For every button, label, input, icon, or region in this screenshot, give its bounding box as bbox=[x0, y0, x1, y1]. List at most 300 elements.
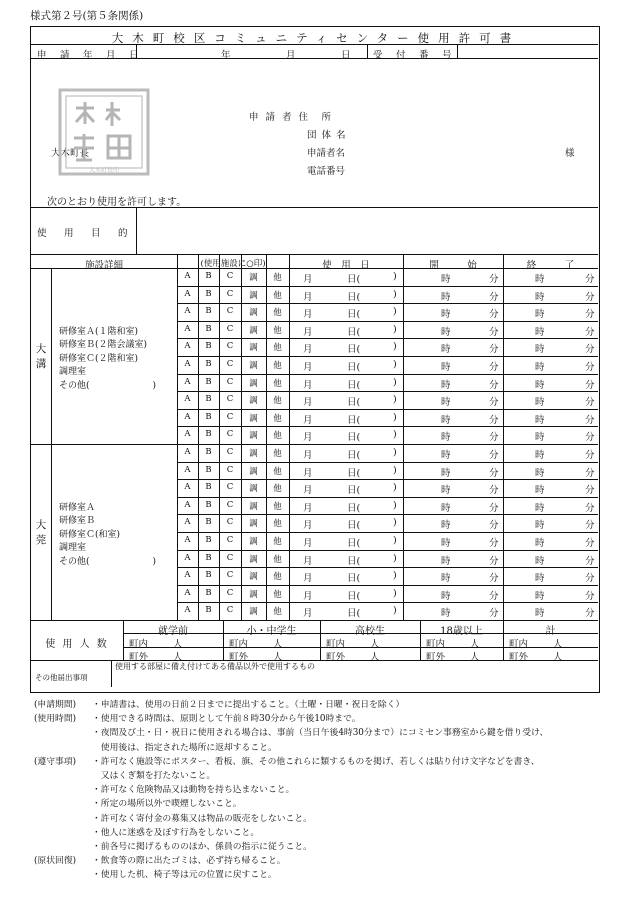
use-date-header: 使 用 日 bbox=[322, 260, 370, 271]
form-label: 様式第２号(第５条関係) bbox=[30, 10, 144, 22]
start-hour: 時 bbox=[441, 362, 451, 373]
start-hour: 時 bbox=[441, 309, 451, 321]
choice-4: 調 bbox=[249, 572, 258, 583]
in-town-unit: 人 bbox=[553, 639, 563, 650]
out-town-label: 町外 bbox=[509, 652, 529, 663]
room-list bbox=[59, 502, 156, 569]
in-town-label: 町内 bbox=[229, 639, 249, 650]
date-day: 日( bbox=[347, 573, 361, 585]
date-close: ) bbox=[393, 394, 397, 406]
user-category: 就学前 bbox=[158, 626, 188, 637]
choice-2: B bbox=[205, 570, 212, 581]
choice-4: 調 bbox=[249, 325, 258, 336]
facility-detail-header: 施設詳細 bbox=[84, 260, 123, 271]
end-minute: 分 bbox=[585, 291, 595, 303]
choice-2: B bbox=[205, 605, 212, 616]
choice-4: 調 bbox=[249, 273, 258, 283]
start-hour: 時 bbox=[441, 485, 451, 497]
end-hour: 時 bbox=[535, 608, 545, 620]
note-line bbox=[34, 741, 614, 755]
start-minute: 分 bbox=[489, 326, 499, 338]
choice-5: 他 bbox=[273, 519, 282, 530]
date-close: ) bbox=[393, 605, 397, 617]
in-town-label: 町内 bbox=[509, 639, 529, 650]
date-close: ) bbox=[393, 323, 397, 335]
date-close: ) bbox=[393, 306, 397, 318]
date-month: 月 bbox=[303, 309, 313, 321]
date-month: 月 bbox=[303, 450, 313, 461]
choice-3: C bbox=[226, 482, 234, 493]
section-name bbox=[31, 518, 51, 548]
choice-3: C bbox=[226, 464, 234, 475]
note-line bbox=[34, 868, 614, 882]
date-month: 月 bbox=[303, 502, 313, 514]
choice-4: 調 bbox=[249, 589, 258, 600]
date-close: ) bbox=[393, 429, 397, 441]
note-line bbox=[34, 854, 614, 868]
note-head bbox=[34, 741, 92, 755]
section-name bbox=[31, 342, 51, 372]
choice-5: 他 bbox=[273, 308, 282, 319]
in-town-unit: 人 bbox=[173, 639, 183, 650]
end-hour: 時 bbox=[535, 432, 545, 444]
start-minute: 分 bbox=[489, 432, 499, 444]
note-head bbox=[34, 769, 92, 783]
start-minute: 分 bbox=[489, 485, 499, 497]
section-name-char: 大 bbox=[35, 519, 47, 531]
start-minute: 分 bbox=[489, 555, 499, 567]
room-item: 調理室 bbox=[59, 367, 87, 378]
note-head bbox=[34, 868, 92, 882]
out-town-unit: 人 bbox=[173, 652, 183, 663]
choice-2: B bbox=[205, 429, 212, 440]
choice-3: C bbox=[226, 306, 234, 317]
choice-2: B bbox=[205, 376, 212, 387]
end-hour: 時 bbox=[535, 326, 545, 338]
end-minute: 分 bbox=[585, 573, 595, 585]
choice-3: C bbox=[226, 605, 234, 616]
users-label: 使 用 人 数 bbox=[45, 639, 109, 650]
start-minute: 分 bbox=[489, 309, 499, 321]
choice-4: 調 bbox=[249, 554, 258, 565]
in-town-unit: 人 bbox=[470, 639, 480, 650]
date-close: ) bbox=[393, 482, 397, 494]
room-item: その他( ) bbox=[59, 380, 157, 391]
group-name-label: 団 体 名 bbox=[307, 130, 347, 141]
note-line bbox=[34, 812, 614, 826]
start-hour: 時 bbox=[441, 555, 451, 567]
applicant-name-label: 申請者名 bbox=[307, 148, 346, 159]
choice-1: A bbox=[184, 271, 191, 281]
date-day: 日( bbox=[347, 450, 361, 461]
choice-3: C bbox=[226, 341, 234, 352]
choice-3: C bbox=[226, 323, 234, 334]
note-body: ・許可なく施設等にポスター、看板、旗、その他これらに類するものを掲げ、若しくは貼り付け文字などを書き、 bbox=[92, 756, 540, 767]
choice-1: A bbox=[184, 587, 191, 598]
choice-2: B bbox=[205, 341, 212, 352]
end-minute: 分 bbox=[585, 379, 595, 391]
in-town-unit: 人 bbox=[273, 639, 283, 650]
in-town-label: 町内 bbox=[326, 639, 346, 650]
date-day: 日( bbox=[347, 538, 361, 549]
start-header: 開 始 bbox=[429, 260, 477, 271]
note-body: 使用後は、指定された場所に返却すること。 bbox=[92, 742, 277, 753]
choice-4: 調 bbox=[249, 413, 258, 424]
out-town-label: 町外 bbox=[426, 652, 446, 663]
end-header: 終 了 bbox=[526, 260, 575, 271]
choice-5: 他 bbox=[273, 361, 282, 371]
section-name-char: 溝 bbox=[35, 358, 47, 370]
choice-5: 他 bbox=[273, 589, 282, 600]
note-head: (遵守事項) bbox=[34, 756, 77, 767]
choice-4: 調 bbox=[249, 519, 258, 530]
end-minute: 分 bbox=[585, 432, 595, 444]
note-body: ・飲食等の際に出たゴミは、必ず持ち帰ること。 bbox=[92, 856, 286, 867]
choice-1: A bbox=[184, 359, 191, 369]
date-day: 日( bbox=[347, 326, 361, 338]
choice-3: C bbox=[226, 271, 234, 281]
end-hour: 時 bbox=[535, 362, 545, 373]
choice-3: C bbox=[226, 447, 234, 457]
choice-1: A bbox=[184, 482, 191, 493]
room-list bbox=[59, 326, 156, 393]
choice-5: 他 bbox=[273, 431, 282, 442]
end-minute: 分 bbox=[585, 309, 595, 321]
start-minute: 分 bbox=[489, 590, 499, 602]
date-close: ) bbox=[393, 288, 397, 300]
note-body: ・使用した机、椅子等は元の位置に戻すこと。 bbox=[92, 870, 277, 881]
choice-2: B bbox=[205, 482, 212, 493]
note-line bbox=[34, 797, 614, 811]
choice-4: 調 bbox=[249, 484, 258, 495]
note-body: ・許可なく寄付金の募集又は物品の販売をしないこと。 bbox=[92, 813, 312, 824]
date-month: 月 bbox=[303, 555, 313, 567]
choice-3: C bbox=[226, 535, 234, 545]
out-town-unit: 人 bbox=[273, 652, 283, 663]
choice-2: B bbox=[205, 587, 212, 598]
date-close: ) bbox=[393, 499, 397, 511]
choice-2: B bbox=[205, 271, 212, 281]
choice-3: C bbox=[226, 411, 234, 422]
note-line bbox=[34, 712, 614, 726]
date-close: ) bbox=[393, 570, 397, 582]
choice-1: A bbox=[184, 464, 191, 475]
start-minute: 分 bbox=[489, 573, 499, 585]
note-head bbox=[34, 797, 92, 811]
form-title: 大木町校区コミュニティセンター使用許可書 bbox=[111, 31, 521, 45]
choice-3: C bbox=[226, 394, 234, 405]
out-town-unit: 人 bbox=[370, 652, 380, 663]
date-close: ) bbox=[393, 552, 397, 564]
month-label: 月 bbox=[286, 50, 296, 61]
choice-3: C bbox=[226, 552, 234, 563]
date-day: 日( bbox=[347, 608, 361, 620]
start-hour: 時 bbox=[441, 326, 451, 338]
choice-1: A bbox=[184, 517, 191, 528]
end-minute: 分 bbox=[585, 414, 595, 426]
note-body: 又はくぎ類を打たないこと。 bbox=[92, 771, 216, 782]
choice-4: 調 bbox=[249, 361, 258, 371]
date-month: 月 bbox=[303, 520, 313, 532]
start-hour: 時 bbox=[441, 291, 451, 303]
date-month: 月 bbox=[303, 538, 313, 549]
choice-5: 他 bbox=[273, 572, 282, 583]
choice-1: A bbox=[184, 341, 191, 352]
start-minute: 分 bbox=[489, 274, 499, 285]
choice-5: 他 bbox=[273, 378, 282, 389]
choice-1: A bbox=[184, 429, 191, 440]
date-month: 月 bbox=[303, 362, 313, 373]
official-seal-icon bbox=[58, 88, 150, 176]
date-month: 月 bbox=[303, 467, 313, 479]
choice-2: B bbox=[205, 306, 212, 317]
choice-1: A bbox=[184, 323, 191, 334]
choice-1: A bbox=[184, 499, 191, 510]
start-hour: 時 bbox=[441, 344, 451, 356]
end-hour: 時 bbox=[535, 309, 545, 321]
date-day: 日( bbox=[347, 344, 361, 356]
choice-3: C bbox=[226, 570, 234, 581]
sama-label: 様 bbox=[565, 148, 575, 159]
end-hour: 時 bbox=[535, 502, 545, 514]
start-hour: 時 bbox=[441, 274, 451, 285]
end-hour: 時 bbox=[535, 467, 545, 479]
room-item: 研修室Ａ(１階和室) bbox=[59, 327, 139, 337]
choice-5: 他 bbox=[273, 325, 282, 336]
choice-5: 他 bbox=[273, 484, 282, 495]
receipt-number-label: 受 付 番 号 bbox=[373, 50, 454, 61]
choice-1: A bbox=[184, 376, 191, 387]
note-head bbox=[34, 726, 92, 740]
end-hour: 時 bbox=[535, 397, 545, 409]
room-item: 研修室Ａ bbox=[59, 503, 96, 513]
date-month: 月 bbox=[303, 344, 313, 356]
day-label: 日 bbox=[341, 50, 351, 61]
in-town-label: 町内 bbox=[426, 639, 446, 650]
choice-2: B bbox=[205, 517, 212, 528]
date-day: 日( bbox=[347, 397, 361, 409]
end-hour: 時 bbox=[535, 485, 545, 497]
choice-4: 調 bbox=[249, 537, 258, 547]
purpose-label: 使 用 目 的 bbox=[37, 228, 132, 239]
choice-3: C bbox=[226, 376, 234, 387]
circle-note-header: (使用施設に○印) bbox=[200, 259, 266, 269]
choice-5: 他 bbox=[273, 449, 282, 459]
date-day: 日( bbox=[347, 414, 361, 426]
date-day: 日( bbox=[347, 467, 361, 479]
note-body: ・他人に迷惑を及ぼす行為をしないこと。 bbox=[92, 827, 260, 838]
date-day: 日( bbox=[347, 555, 361, 567]
date-month: 月 bbox=[303, 414, 313, 426]
choice-2: B bbox=[205, 288, 212, 299]
start-hour: 時 bbox=[441, 379, 451, 391]
date-day: 日( bbox=[347, 432, 361, 444]
room-item: 調理室 bbox=[59, 543, 87, 554]
end-minute: 分 bbox=[585, 344, 595, 356]
end-hour: 時 bbox=[535, 344, 545, 356]
end-hour: 時 bbox=[535, 379, 545, 391]
choice-1: A bbox=[184, 552, 191, 563]
room-item: 研修室Ｃ(和室) bbox=[59, 529, 121, 540]
choice-2: B bbox=[205, 394, 212, 405]
start-minute: 分 bbox=[489, 344, 499, 356]
date-month: 月 bbox=[303, 432, 313, 444]
choice-1: A bbox=[184, 535, 191, 545]
end-minute: 分 bbox=[585, 555, 595, 567]
seal-text: 大木町長印 bbox=[88, 167, 120, 174]
choice-4: 調 bbox=[249, 396, 258, 407]
permit-text: 次のとおり使用を許可します。 bbox=[47, 197, 187, 208]
out-town-unit: 人 bbox=[470, 652, 480, 663]
start-minute: 分 bbox=[489, 467, 499, 479]
start-minute: 分 bbox=[489, 450, 499, 461]
out-town-label: 町外 bbox=[229, 652, 249, 663]
start-minute: 分 bbox=[489, 502, 499, 514]
note-line bbox=[34, 826, 614, 840]
phone-label: 電話番号 bbox=[307, 166, 346, 177]
date-close: ) bbox=[393, 376, 397, 388]
choice-1: A bbox=[184, 605, 191, 616]
start-minute: 分 bbox=[489, 291, 499, 303]
end-hour: 時 bbox=[535, 520, 545, 532]
date-day: 日( bbox=[347, 379, 361, 391]
choice-5: 他 bbox=[273, 343, 282, 354]
end-minute: 分 bbox=[585, 485, 595, 497]
note-head bbox=[34, 840, 92, 854]
choice-2: B bbox=[205, 447, 212, 457]
end-minute: 分 bbox=[585, 450, 595, 461]
date-close: ) bbox=[393, 447, 397, 458]
end-minute: 分 bbox=[585, 467, 595, 479]
start-hour: 時 bbox=[441, 502, 451, 514]
section-name-char: 大 bbox=[35, 343, 47, 355]
date-month: 月 bbox=[303, 291, 313, 303]
date-close: ) bbox=[393, 359, 397, 370]
date-month: 月 bbox=[303, 326, 313, 338]
end-hour: 時 bbox=[535, 555, 545, 567]
choice-5: 他 bbox=[273, 413, 282, 424]
choice-1: A bbox=[184, 447, 191, 457]
choice-2: B bbox=[205, 535, 212, 545]
date-close: ) bbox=[393, 535, 397, 546]
choice-3: C bbox=[226, 587, 234, 598]
choice-2: B bbox=[205, 464, 212, 475]
choice-2: B bbox=[205, 359, 212, 369]
choice-3: C bbox=[226, 499, 234, 510]
date-close: ) bbox=[393, 411, 397, 423]
date-day: 日( bbox=[347, 362, 361, 373]
choice-3: C bbox=[226, 359, 234, 369]
date-day: 日( bbox=[347, 274, 361, 285]
end-hour: 時 bbox=[535, 590, 545, 602]
choice-1: A bbox=[184, 288, 191, 299]
other-items-text: 使用する部屋に備え付けてある備品以外で使用するもの bbox=[115, 662, 315, 671]
date-day: 日( bbox=[347, 485, 361, 497]
choice-4: 調 bbox=[249, 431, 258, 442]
choice-5: 他 bbox=[273, 290, 282, 301]
room-item: 研修室Ｂ(２階会議室) bbox=[59, 340, 148, 351]
choice-1: A bbox=[184, 411, 191, 422]
mayor-label: 大木町長 bbox=[51, 148, 90, 159]
room-item: 研修室Ｃ(２階和室) bbox=[59, 353, 139, 364]
date-close: ) bbox=[393, 464, 397, 476]
date-day: 日( bbox=[347, 590, 361, 602]
note-body: ・使用できる時間は、原則として午前８時30分から午後10時まで。 bbox=[92, 714, 361, 725]
choice-3: C bbox=[226, 288, 234, 299]
choice-5: 他 bbox=[273, 466, 282, 477]
choice-5: 他 bbox=[273, 607, 282, 618]
date-month: 月 bbox=[303, 485, 313, 497]
end-hour: 時 bbox=[535, 450, 545, 461]
end-minute: 分 bbox=[585, 608, 595, 620]
apply-date-label: 申 請 年 月 日 bbox=[37, 50, 141, 61]
user-category: 高校生 bbox=[355, 626, 385, 637]
end-minute: 分 bbox=[585, 520, 595, 532]
section-name-char: 莞 bbox=[35, 534, 47, 546]
end-minute: 分 bbox=[585, 362, 595, 373]
choice-2: B bbox=[205, 499, 212, 510]
choice-5: 他 bbox=[273, 554, 282, 565]
date-month: 月 bbox=[303, 608, 313, 620]
in-town-unit: 人 bbox=[370, 639, 380, 650]
note-line bbox=[34, 769, 614, 783]
start-hour: 時 bbox=[441, 590, 451, 602]
start-minute: 分 bbox=[489, 397, 499, 409]
date-month: 月 bbox=[303, 379, 313, 391]
end-minute: 分 bbox=[585, 397, 595, 409]
choice-4: 調 bbox=[249, 501, 258, 512]
start-hour: 時 bbox=[441, 573, 451, 585]
note-line bbox=[34, 755, 614, 769]
note-body: ・申請書は、使用の日前２日までに提出すること。（土曜・日曜・祝日を除く） bbox=[92, 700, 405, 710]
note-head: (使用時間) bbox=[34, 714, 77, 725]
note-head: (申請期間) bbox=[34, 700, 77, 710]
date-month: 月 bbox=[303, 590, 313, 602]
choice-3: C bbox=[226, 429, 234, 440]
note-line bbox=[34, 726, 614, 740]
choice-4: 調 bbox=[249, 308, 258, 319]
date-close: ) bbox=[393, 587, 397, 599]
date-month: 月 bbox=[303, 274, 313, 285]
choice-2: B bbox=[205, 323, 212, 334]
date-day: 日( bbox=[347, 502, 361, 514]
end-hour: 時 bbox=[535, 291, 545, 303]
date-close: ) bbox=[393, 517, 397, 529]
start-minute: 分 bbox=[489, 362, 499, 373]
note-line bbox=[34, 840, 614, 854]
start-minute: 分 bbox=[489, 379, 499, 391]
start-minute: 分 bbox=[489, 520, 499, 532]
note-body: ・許可なく危険物品又は動物を持ち込まないこと。 bbox=[92, 785, 295, 796]
choice-4: 調 bbox=[249, 607, 258, 618]
notes-section bbox=[34, 698, 614, 883]
date-close: ) bbox=[393, 271, 397, 282]
choice-4: 調 bbox=[249, 466, 258, 477]
note-body: ・前各号に掲げるもののほか、係員の指示に従うこと。 bbox=[92, 842, 312, 853]
other-items-label: その他届出事項 bbox=[35, 673, 88, 682]
end-minute: 分 bbox=[585, 274, 595, 285]
date-month: 月 bbox=[303, 397, 313, 409]
date-close: ) bbox=[393, 341, 397, 353]
choice-1: A bbox=[184, 306, 191, 317]
start-minute: 分 bbox=[489, 538, 499, 549]
choice-4: 調 bbox=[249, 343, 258, 354]
end-hour: 時 bbox=[535, 573, 545, 585]
date-day: 日( bbox=[347, 309, 361, 321]
choice-3: C bbox=[226, 517, 234, 528]
user-category: 18歳以上 bbox=[440, 626, 483, 637]
date-day: 日( bbox=[347, 520, 361, 532]
